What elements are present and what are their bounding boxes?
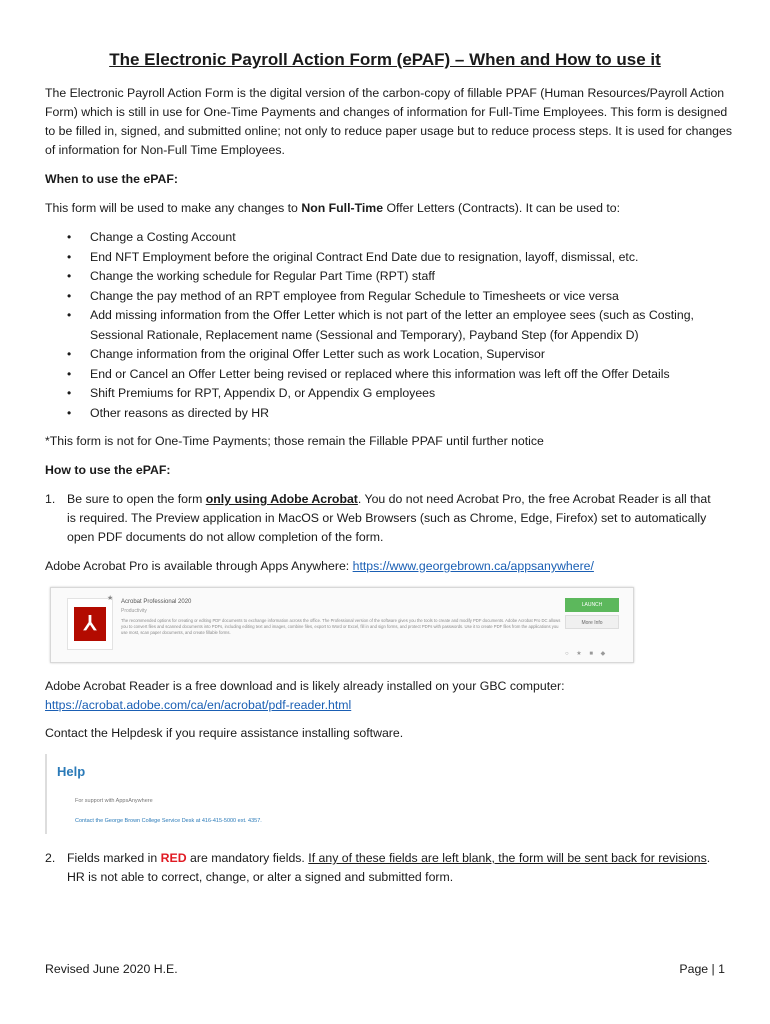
bullet-icon: • xyxy=(67,405,72,420)
app-category: Productivity xyxy=(121,608,147,614)
list-item xyxy=(45,228,735,248)
bullet-icon: • xyxy=(67,366,72,381)
bullet-icon: • xyxy=(67,308,72,322)
bullet-icon: • xyxy=(67,249,72,264)
list-item-text: Change a Costing Account xyxy=(90,230,236,244)
app-description: The recommended options for creating or editing PDF documents to exchange information across the office. The Professional version of the software gives you the tools to create and modify PDF documents. Adobe Acrobat Pro DC allows you to convert files and scanned documents into PDFs, including editing text and images, combine files, export to Word or Excel, fill in and sign forms, and protect PDFs with passwords. Use it to create PDF files from the applications you use most, scan paper documents, and create fillable forms. xyxy=(121,618,561,635)
red-emphasis: RED xyxy=(160,851,187,865)
list-item-text: Change the working schedule for Regular Part Time (RPT) staff xyxy=(90,269,435,283)
favorite-star-icon[interactable]: ★ xyxy=(107,595,114,602)
more-info-button[interactable]: More Info xyxy=(565,615,619,629)
help-title: Help xyxy=(57,764,86,779)
list-item-text: Add missing information from the Offer Letter which is not part of the letter an employee sees (such as Costing, Sessional Rationale, Replacement name (Sessional and Temporary), Payband Step (for Appendix D) xyxy=(90,308,694,342)
acrobat-logo-icon: ⅄ xyxy=(74,607,106,641)
how-item-1 xyxy=(45,490,715,547)
list-item xyxy=(45,306,735,345)
list-item-text: End or Cancel an Offer Letter being revised or replaced where this information was left off the Offer Details xyxy=(90,366,670,381)
bullet-icon: • xyxy=(67,347,72,361)
list-item xyxy=(45,365,735,385)
acrobat-tile xyxy=(67,598,113,650)
app-name: Acrobat Professional 2020 xyxy=(121,599,192,605)
item-text: are mandatory fields. xyxy=(186,851,309,865)
acrobat-only-emphasis: only using Adobe Acrobat xyxy=(205,492,358,506)
item-text: . HR is not able to correct, change, or alter a signed and submitted form. xyxy=(67,851,711,884)
appsanywhere-link[interactable]: https://www.georgebrown.ca/appsanywhere/ xyxy=(352,559,594,573)
list-item-text: Shift Premiums for RPT, Appendix D, or Appendix G employees xyxy=(90,386,436,400)
panel-tool-icons: ○ ★ ■ ◆ xyxy=(565,651,609,657)
list-item-text: Change the pay method of an RPT employee from Regular Schedule to Timesheets or vice versa xyxy=(90,288,619,303)
when-bullet-list xyxy=(45,228,735,423)
footer-page-number: Page | 1 xyxy=(679,962,725,976)
help-support-line: For support with AppsAnywhere xyxy=(75,798,153,804)
bullet-icon: • xyxy=(67,288,72,303)
how-item-2 xyxy=(45,849,715,887)
list-item-text: Other reasons as directed by HR xyxy=(90,405,270,420)
helpdesk-text: Contact the Helpdesk if you require assistance installing software. xyxy=(45,726,404,740)
list-item xyxy=(45,404,735,424)
item-text: . You do not need Acrobat Pro, the free Acrobat Reader is all that is required. The Preview application in MacOS or Web Browsers (such as Chrome, Edge, Firefox) set to automatically open PDF documents do not allow completion of the form. xyxy=(67,492,711,544)
list-item-text: End NFT Employment before the original Contract End Date due to resignation, layoff, dismissal, etc. xyxy=(90,249,639,264)
item-number: 2. xyxy=(45,851,56,865)
revisions-warning: If any of these fields are left blank, the form will be sent back for revisions xyxy=(308,851,707,865)
one-time-note: *This form is not for One-Time Payments; those remain the Fillable PPAF until further notice xyxy=(45,434,544,448)
reader-text: Adobe Acrobat Reader is a free download and is likely already installed on your GBC computer: xyxy=(45,679,565,693)
how-heading: How to use the ePAF: xyxy=(45,463,171,477)
help-panel xyxy=(45,754,285,834)
list-item-text: Change information from the original Offer Letter such as work Location, Supervisor xyxy=(90,347,545,361)
page-title: The Electronic Payroll Action Form (ePAF) – When and How to use it xyxy=(109,50,661,69)
item-text: Fields marked in xyxy=(67,851,161,865)
list-item xyxy=(45,384,735,404)
item-text: Be sure to open the form xyxy=(67,492,206,506)
when-lead xyxy=(45,199,735,218)
pro-text: Adobe Acrobat Pro is available through Apps Anywhere: xyxy=(45,559,353,573)
bullet-icon: • xyxy=(67,230,72,244)
intro-paragraph: The Electronic Payroll Action Form is the digital version of the carbon-copy of fillable PPAF (Human Resources/Payroll Action Form) which is still in use for One-Time Payments and changes of information for Full-Time Employees. This form is designed to be filled in, signed, and submitted online; not only to reduce paper usage but to reduce process steps. It is used for changes of information for Non-Full Time Employees. xyxy=(45,86,733,157)
launch-button[interactable]: LAUNCH xyxy=(565,598,619,612)
when-lead-after: Offer Letters (Contracts). It can be used to: xyxy=(383,201,620,215)
list-item xyxy=(45,345,735,365)
bullet-icon: • xyxy=(67,386,72,400)
item-number: 1. xyxy=(45,492,56,506)
list-item xyxy=(45,248,735,268)
reader-paragraph xyxy=(45,677,735,715)
when-heading: When to use the ePAF: xyxy=(45,172,178,186)
pro-availability xyxy=(45,557,735,576)
when-lead-bold: Non Full-Time xyxy=(301,201,384,215)
acrobat-reader-link[interactable]: https://acrobat.adobe.com/ca/en/acrobat/pdf-reader.html xyxy=(45,698,352,712)
list-item xyxy=(45,267,735,287)
bullet-icon: • xyxy=(67,269,72,283)
acrobat-pro-panel xyxy=(50,587,634,663)
when-lead-before: This form will be used to make any changes to xyxy=(45,201,302,215)
help-contact-line[interactable]: Contact the George Brown College Service Desk at 416-415-5000 ext. 4357. xyxy=(75,818,262,824)
footer-revision: Revised June 2020 H.E. xyxy=(45,962,178,976)
list-item xyxy=(45,287,735,307)
